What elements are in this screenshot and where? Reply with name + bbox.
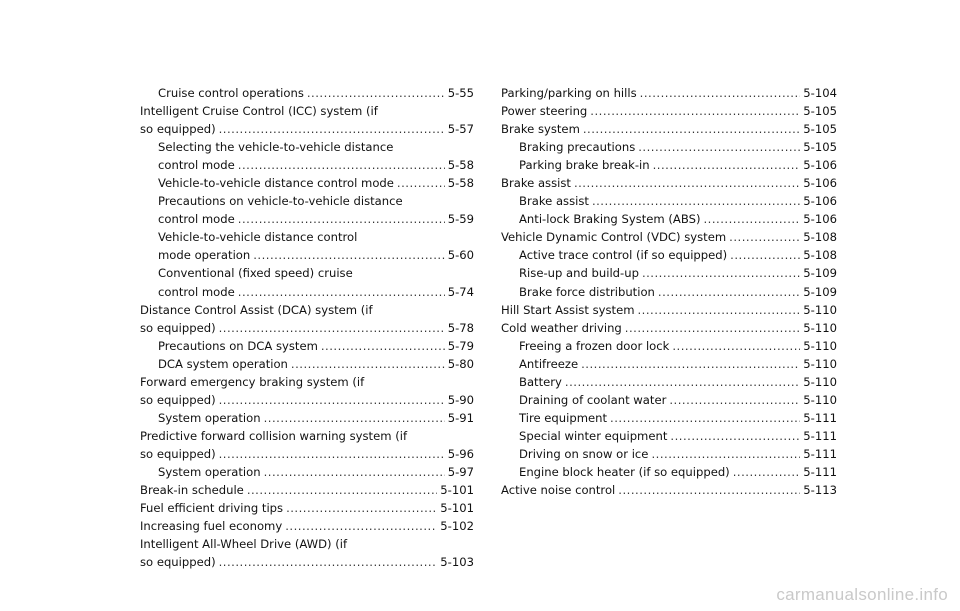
dot-leader bbox=[670, 427, 800, 445]
toc-entry-title-line: Braking precautions bbox=[519, 140, 636, 155]
toc-page-number: 5-101 bbox=[440, 501, 474, 516]
toc-page-number: 5-101 bbox=[440, 483, 474, 498]
toc-entry[interactable] bbox=[140, 355, 474, 373]
dot-leader bbox=[565, 373, 800, 391]
toc-entry-title-line: System operation bbox=[158, 410, 261, 425]
toc-entry[interactable] bbox=[140, 463, 474, 481]
toc-entry-title-line: Rise-up and build-up bbox=[519, 266, 639, 281]
toc-entry[interactable] bbox=[501, 391, 837, 409]
toc-entry-title-line: Special winter equipment bbox=[519, 428, 668, 443]
toc-page-number: 5-108 bbox=[803, 230, 837, 245]
toc-entry[interactable] bbox=[501, 210, 837, 228]
toc-page-number: 5-109 bbox=[803, 284, 837, 299]
dot-leader bbox=[590, 102, 800, 120]
toc-entry[interactable] bbox=[140, 102, 474, 138]
dot-leader bbox=[247, 481, 437, 499]
toc-page-number: 5-91 bbox=[447, 410, 474, 425]
toc-entry-title-line: Power steering bbox=[501, 104, 588, 119]
toc-entry[interactable] bbox=[140, 174, 474, 192]
toc-entry-title-line: Tire equipment bbox=[519, 410, 608, 425]
dot-leader bbox=[307, 84, 445, 102]
dot-leader bbox=[729, 228, 800, 246]
toc-entry[interactable] bbox=[140, 373, 474, 409]
dot-leader bbox=[264, 409, 445, 427]
dot-leader bbox=[653, 156, 801, 174]
toc-entry-title-line: Brake force distribution bbox=[519, 284, 655, 299]
toc-page-number: 5-111 bbox=[803, 446, 837, 461]
toc-page-number: 5-113 bbox=[803, 483, 837, 498]
toc-entry-title-line: Conventional (fixed speed) cruise bbox=[158, 266, 353, 281]
toc-entry-title-line: Cruise control operations bbox=[158, 86, 304, 100]
dot-leader bbox=[733, 463, 801, 481]
toc-entry-title-line: mode operation bbox=[158, 248, 251, 263]
toc-entry[interactable] bbox=[501, 481, 837, 499]
dot-leader bbox=[610, 409, 800, 427]
toc-entry-title-line: Brake system bbox=[501, 122, 580, 137]
toc-page-number: 5-110 bbox=[803, 374, 837, 389]
dot-leader bbox=[286, 499, 437, 517]
toc-entry-title-line: Draining of coolant water bbox=[519, 392, 667, 407]
toc-left-column bbox=[140, 84, 474, 571]
toc-entry[interactable] bbox=[501, 138, 837, 156]
toc-page-number: 5-106 bbox=[803, 212, 837, 227]
toc-entry-title-line: Freeing a frozen door lock bbox=[519, 338, 670, 353]
toc-entry-title-line: System operation bbox=[158, 464, 261, 479]
toc-page-number: 5-104 bbox=[803, 86, 837, 100]
toc-page-number: 5-79 bbox=[447, 338, 474, 353]
toc-page-number: 5-105 bbox=[803, 140, 837, 155]
toc-entry[interactable] bbox=[501, 319, 837, 337]
toc-entry-title-line: control mode bbox=[158, 212, 235, 227]
dot-leader bbox=[703, 210, 800, 228]
dot-leader bbox=[638, 138, 800, 156]
dot-leader bbox=[583, 120, 800, 138]
dot-leader bbox=[264, 463, 445, 481]
toc-entry-title-line: Brake assist bbox=[519, 194, 589, 209]
toc-page-number: 5-59 bbox=[447, 212, 474, 227]
dot-leader bbox=[669, 391, 800, 409]
toc-page-number: 5-111 bbox=[803, 428, 837, 443]
dot-leader bbox=[238, 156, 445, 174]
toc-page-number: 5-109 bbox=[803, 266, 837, 281]
dot-leader bbox=[618, 481, 800, 499]
toc-entry-title-line: so equipped) bbox=[140, 320, 216, 335]
dot-leader bbox=[321, 337, 445, 355]
toc-entry-title-line: Active trace control (if so equipped) bbox=[519, 248, 728, 263]
toc-page-number: 5-60 bbox=[447, 248, 474, 263]
dot-leader bbox=[238, 210, 445, 228]
toc-right-column bbox=[501, 84, 837, 499]
toc-entry[interactable] bbox=[501, 120, 837, 138]
toc-page-number: 5-106 bbox=[803, 176, 837, 191]
toc-page-number: 5-80 bbox=[447, 356, 474, 371]
toc-entry[interactable] bbox=[501, 427, 837, 445]
toc-entry[interactable] bbox=[140, 535, 474, 571]
toc-page-number: 5-78 bbox=[447, 320, 474, 335]
dot-leader bbox=[253, 246, 444, 264]
toc-entry[interactable] bbox=[140, 301, 474, 337]
dot-leader bbox=[730, 246, 800, 264]
toc-entry-title-line: Increasing fuel economy bbox=[140, 519, 283, 534]
toc-page-number: 5-105 bbox=[803, 122, 837, 137]
dot-leader bbox=[640, 84, 801, 102]
toc-entry[interactable] bbox=[501, 228, 837, 246]
toc-entry[interactable] bbox=[501, 192, 837, 210]
toc-page-number: 5-57 bbox=[447, 122, 474, 137]
toc-entry-title-line: Parking/parking on hills bbox=[501, 86, 637, 100]
toc-entry-title-line: DCA system operation bbox=[158, 356, 288, 371]
toc-entry[interactable] bbox=[501, 373, 837, 391]
toc-entry-title-line: Predictive forward collision warning system (if bbox=[140, 428, 408, 443]
dot-leader bbox=[219, 319, 445, 337]
toc-entry[interactable] bbox=[501, 246, 837, 264]
toc-entry-title-line: Distance Control Assist (DCA) system (if bbox=[140, 302, 373, 317]
toc-entry-title-line: Intelligent Cruise Control (ICC) system (if bbox=[140, 104, 378, 119]
dot-leader bbox=[638, 301, 801, 319]
toc-entry[interactable] bbox=[140, 84, 474, 102]
dot-leader bbox=[219, 391, 445, 409]
toc-entry[interactable] bbox=[501, 337, 837, 355]
toc-entry-title-line: Anti-lock Braking System (ABS) bbox=[519, 212, 701, 227]
toc-entry[interactable] bbox=[501, 156, 837, 174]
dot-leader bbox=[642, 264, 800, 282]
toc-page-number: 5-111 bbox=[803, 464, 837, 479]
toc-entry-title-line: Cold weather driving bbox=[501, 320, 622, 335]
toc-page-number: 5-106 bbox=[803, 158, 837, 173]
toc-entry[interactable] bbox=[140, 192, 474, 228]
dot-leader bbox=[291, 355, 445, 373]
toc-page-number: 5-111 bbox=[803, 410, 837, 425]
toc-page-number: 5-96 bbox=[447, 446, 474, 461]
toc-entry-title-line: Precautions on vehicle-to-vehicle distance bbox=[158, 194, 403, 209]
toc-entry[interactable] bbox=[501, 355, 837, 373]
toc-entry-title-line: control mode bbox=[158, 284, 235, 299]
toc-page-number: 5-58 bbox=[447, 158, 474, 173]
toc-entry-title-line: Hill Start Assist system bbox=[501, 302, 635, 317]
toc-entry[interactable] bbox=[501, 301, 837, 319]
toc-page-number: 5-110 bbox=[803, 338, 837, 353]
toc-page-number: 5-103 bbox=[440, 555, 474, 570]
toc-entry[interactable] bbox=[501, 445, 837, 463]
toc-entry-title-line: Vehicle Dynamic Control (VDC) system bbox=[501, 230, 727, 245]
toc-entry[interactable] bbox=[140, 409, 474, 427]
toc-entry-title-line: Selecting the vehicle-to-vehicle distance bbox=[158, 140, 394, 155]
toc-entry[interactable] bbox=[140, 228, 474, 264]
toc-page-number: 5-110 bbox=[803, 302, 837, 317]
toc-entry-title-line: Break-in schedule bbox=[140, 483, 244, 498]
toc-page-number: 5-58 bbox=[447, 176, 474, 191]
toc-entry-title-line: so equipped) bbox=[140, 446, 216, 461]
dot-leader bbox=[219, 553, 438, 571]
toc-page-number: 5-110 bbox=[803, 356, 837, 371]
toc-entry-title-line: Precautions on DCA system bbox=[158, 338, 318, 353]
toc-page-number: 5-102 bbox=[440, 519, 474, 534]
toc-entry-title-line: so equipped) bbox=[140, 122, 216, 137]
toc-entry[interactable] bbox=[140, 481, 474, 499]
dot-leader bbox=[397, 174, 445, 192]
dot-leader bbox=[651, 445, 800, 463]
toc-entry-title-line: Vehicle-to-vehicle distance control mode bbox=[158, 176, 394, 191]
toc-entry[interactable] bbox=[501, 174, 837, 192]
toc-page-number: 5-74 bbox=[447, 284, 474, 299]
toc-entry-title-line: Fuel efficient driving tips bbox=[140, 501, 284, 516]
toc-entry-title-line: Active noise control bbox=[501, 483, 616, 498]
watermark: carmanualsonline.info bbox=[776, 585, 948, 604]
toc-entry[interactable] bbox=[501, 409, 837, 427]
dot-leader bbox=[238, 283, 445, 301]
toc-page-number: 5-106 bbox=[803, 194, 837, 209]
toc-entry-title-line: so equipped) bbox=[140, 555, 216, 570]
toc-page-number: 5-105 bbox=[803, 104, 837, 119]
dot-leader bbox=[581, 355, 800, 373]
dot-leader bbox=[219, 445, 445, 463]
toc-entry-title-line: Parking brake break-in bbox=[519, 158, 650, 173]
toc-entry-title-line: Intelligent All-Wheel Drive (AWD) (if bbox=[140, 537, 348, 552]
dot-leader bbox=[285, 517, 437, 535]
dot-leader bbox=[672, 337, 800, 355]
toc-entry-title-line: so equipped) bbox=[140, 392, 216, 407]
toc-page-number: 5-108 bbox=[803, 248, 837, 263]
dot-leader bbox=[658, 283, 800, 301]
toc-entry[interactable] bbox=[140, 517, 474, 535]
toc-entry[interactable] bbox=[140, 264, 474, 300]
toc-entry[interactable] bbox=[501, 264, 837, 282]
toc-page-number: 5-110 bbox=[803, 392, 837, 407]
dot-leader bbox=[219, 120, 445, 138]
dot-leader bbox=[592, 192, 800, 210]
toc-entry-title-line: Forward emergency braking system (if bbox=[140, 374, 365, 389]
dot-leader bbox=[625, 319, 801, 337]
toc-page-number: 5-110 bbox=[803, 320, 837, 335]
toc-entry[interactable] bbox=[140, 337, 474, 355]
toc-entry[interactable] bbox=[140, 138, 474, 174]
toc-entry[interactable] bbox=[140, 499, 474, 517]
toc-page-number: 5-90 bbox=[447, 392, 474, 407]
toc-entry[interactable] bbox=[501, 283, 837, 301]
toc-entry-title-line: Battery bbox=[519, 374, 562, 389]
toc-page-number: 5-97 bbox=[447, 464, 474, 479]
toc-page-number: 5-55 bbox=[447, 86, 474, 100]
toc-entry[interactable] bbox=[501, 84, 837, 102]
toc-entry[interactable] bbox=[140, 427, 474, 463]
toc-entry-title-line: Antifreeze bbox=[519, 356, 579, 371]
toc-entry-title-line: control mode bbox=[158, 158, 235, 173]
toc-entry[interactable] bbox=[501, 102, 837, 120]
toc-entry-title-line: Driving on snow or ice bbox=[519, 446, 649, 461]
toc-entry-title-line: Brake assist bbox=[501, 176, 571, 191]
toc-entry-title-line: Vehicle-to-vehicle distance control bbox=[158, 230, 358, 245]
dot-leader bbox=[574, 174, 800, 192]
toc-entry[interactable] bbox=[501, 463, 837, 481]
toc-entry-title-line: Engine block heater (if so equipped) bbox=[519, 464, 730, 479]
